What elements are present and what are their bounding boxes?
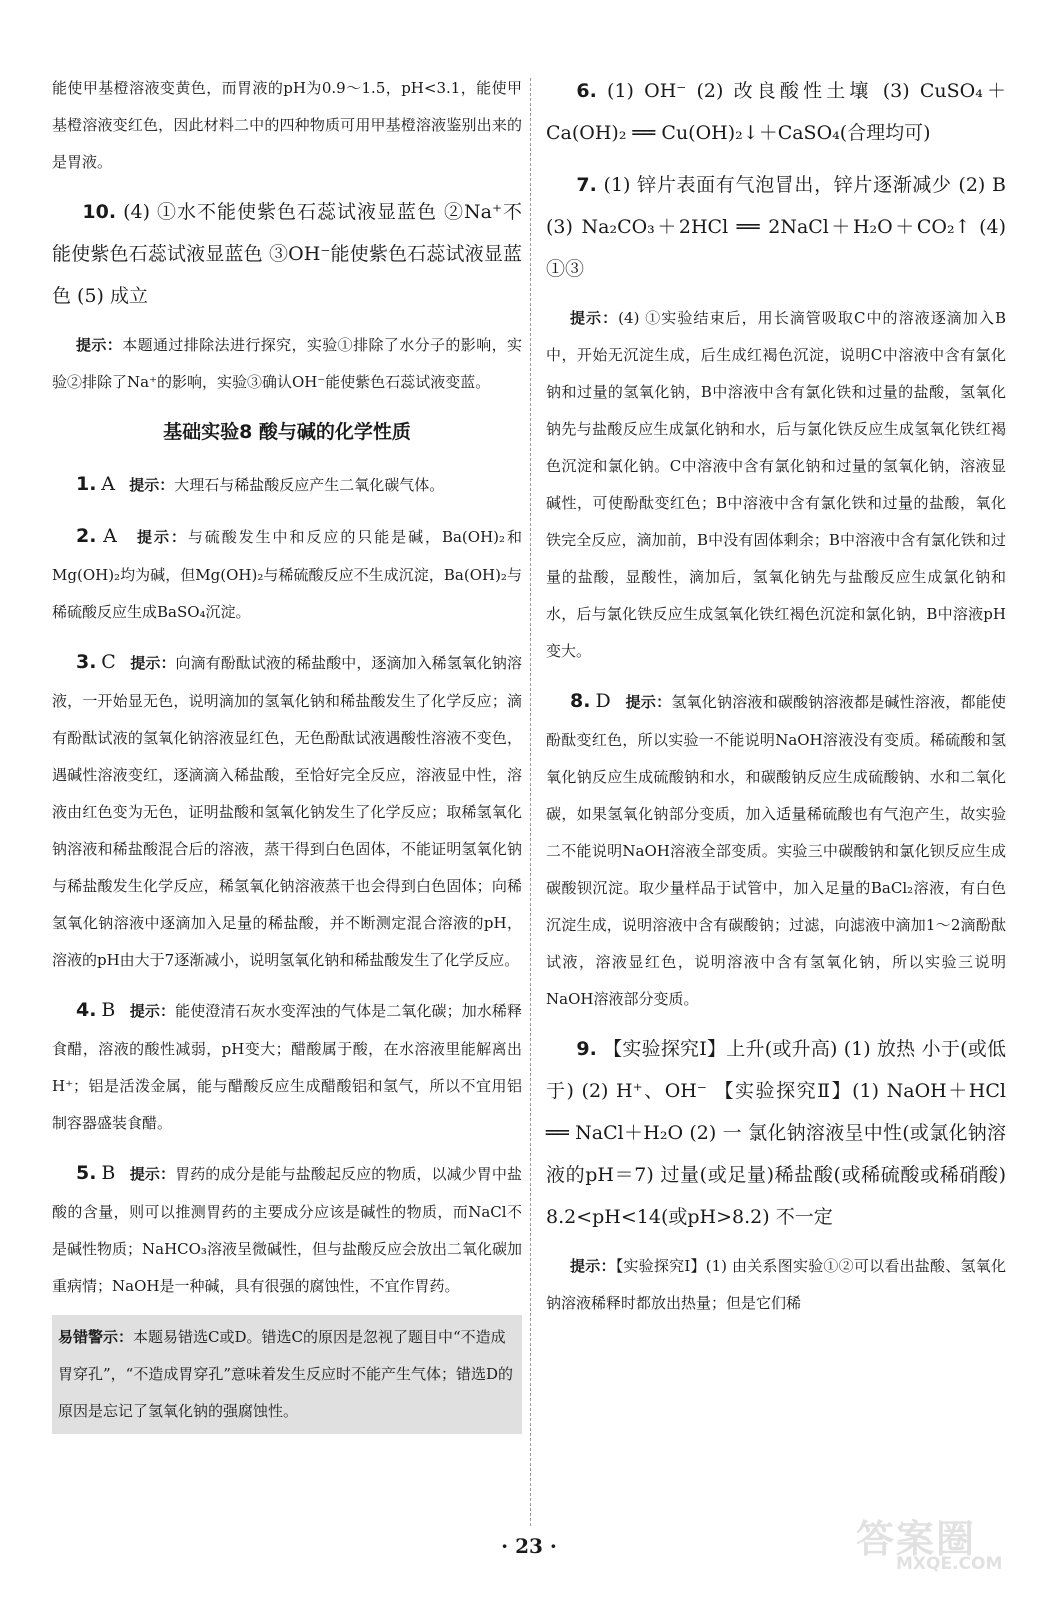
left-column <box>52 70 522 1434</box>
q1-answer: A <box>101 473 115 495</box>
warning-text: 本题易错选C或D。错选C的原因是忽视了题目中“不造成胃穿孔”，“不造成胃穿孔”意味着发生反应时不能产生气体；错选D的原因是忘记了氢氧化钠的强腐蚀性。 <box>58 1328 514 1420</box>
q5-hint-label: 提示： <box>129 1165 176 1183</box>
q6-number: 6. <box>576 80 597 102</box>
q9-answer <box>546 1028 1006 1238</box>
q9-hint-label: 提示： <box>570 1257 616 1275</box>
q2-answer: A <box>103 525 117 547</box>
q4-hint-text: 能使澄清石灰水变浑浊的气体是二氧化碳；加水稀释食醋，溶液的酸性减弱，pH变大；醋酸属于酸，在水溶液里能解离出H⁺；铝是活泼金属，能与醋酸反应生成醋酸铝和氢气，所以不宜用铝制容器盛装食醋。 <box>52 1002 522 1132</box>
q9-number: 9. <box>576 1038 597 1060</box>
right-column <box>546 70 1006 1332</box>
q10-answer-text: (4) ①水不能使紫色石蕊试液显蓝色 ②Na⁺不能使紫色石蕊试液显蓝色 ③OH⁻能使紫色石蕊试液显蓝色 (5) 成立 <box>52 201 522 307</box>
q10-answer <box>52 191 522 317</box>
q7-hint-label: 提示： <box>570 309 619 327</box>
watermark-text: 答案圈 <box>856 1517 977 1561</box>
warning-label: 易错警示： <box>58 1328 134 1346</box>
q3-number: 3. <box>76 651 97 673</box>
q4-answer: B <box>101 999 116 1021</box>
q8-answer: D <box>595 690 611 712</box>
q9-answer-text: 【实验探究Ⅰ】上升(或升高) (1) 放热 小于(或低于) (2) H⁺、OH⁻ 【实验探究Ⅱ】(1) NaOH＋HCl ══ NaCl＋H₂O (2) 一 氯化钠溶液呈中性(或氯化钠溶液的pH＝7) 过量(或足量)稀盐酸(或稀硫酸或稀硝酸) 8.2<pH<14(或pH>8.2) 不一定 <box>546 1038 1006 1228</box>
q9-hint-text: 【实验探究Ⅰ】(1) 由关系图实验①②可以看出盐酸、氢氧化钠溶液稀释时都放出热量；但是它们稀 <box>546 1257 1006 1312</box>
q6-answer: (1) OH⁻ (2) 改良酸性土壤 (3) CuSO₄＋Ca(OH)₂ ══ Cu(OH)₂↓＋CaSO₄(合理均可) <box>546 80 1006 144</box>
q10-hint-label: 提示： <box>76 336 123 354</box>
q4 <box>52 989 522 1142</box>
q5-number: 5. <box>76 1162 97 1184</box>
q4-hint-label: 提示： <box>129 1002 176 1020</box>
intro-text: 能使甲基橙溶液变黄色，而胃液的pH为0.9～1.5，pH<3.1，能使甲基橙溶液变红色，因此材料二中的四种物质可用甲基橙溶液鉴别出来的是胃液。 <box>52 79 522 171</box>
q1 <box>52 463 522 505</box>
page-number: · 23 · <box>501 1534 557 1558</box>
column-divider <box>530 78 531 1526</box>
q8-hint-label: 提示： <box>625 693 672 711</box>
q4-number: 4. <box>76 999 97 1021</box>
q7-answer <box>546 164 1006 290</box>
q10-hint <box>52 327 522 401</box>
q2-number: 2. <box>76 525 97 547</box>
q1-number: 1. <box>76 473 97 495</box>
q2 <box>52 515 522 631</box>
q8-number: 8. <box>570 690 591 712</box>
q2-hint-label: 提示： <box>137 528 188 546</box>
q8 <box>546 680 1006 1018</box>
q7-number: 7. <box>576 174 597 196</box>
q3-hint-text: 向滴有酚酞试液的稀盐酸中，逐滴加入稀氢氧化钠溶液，一开始显无色，说明滴加的氢氧化钠和稀盐酸发生了化学反应；滴有酚酞试液的氢氧化钠溶液显红色，无色酚酞试液遇酸性溶液不变色，遇碱性溶液变红，逐滴滴入稀盐酸，至恰好完全反应，溶液显中性，溶液由红色变为无色，证明盐酸和氢氧化钠发生了化学反应；取稀氢氧化钠溶液和稀盐酸混合后的溶液，蒸干得到白色固体，不能证明氢氧化钠与稀盐酸发生化学反应，稀氢氧化钠溶液蒸干也会得到白色固体；向稀氢氧化钠溶液中逐滴加入足量的稀盐酸，并不断测定混合溶液的pH，溶液的pH由大于7逐渐减小，说明氢氧化钠和稀盐酸发生了化学反应。 <box>52 654 522 969</box>
q1-hint-text: 大理石与稀盐酸反应产生二氧化碳气体。 <box>174 476 445 494</box>
q10-number: 10. <box>82 201 117 223</box>
q3-answer: C <box>101 651 116 673</box>
q9-hint <box>546 1248 1006 1322</box>
q3 <box>52 641 522 979</box>
q10-hint-text: 本题通过排除法进行探究，实验①排除了水分子的影响，实验②排除了Na⁺的影响，实验③确认OH⁻能使紫色石蕊试液变蓝。 <box>52 336 522 391</box>
section-title: 基础实验8 酸与碱的化学性质 <box>163 421 411 443</box>
q7-answer-text: (1) 锌片表面有气泡冒出，锌片逐渐减少 (2) B (3) Na₂CO₃＋2HCl ══ 2NaCl＋H₂O＋CO₂↑ (4) ①③ <box>546 174 1006 280</box>
q7-hint-text: (4) ①实验结束后，用长滴管吸取C中的溶液逐滴加入B中，开始无沉淀生成，后生成红褐色沉淀，说明C中溶液中含有氯化钠和过量的氢氧化钠，B中溶液中含有氯化铁和过量的盐酸，氢氧化钠先与盐酸反应生成氯化钠和水，后与氯化铁反应生成氢氧化铁红褐色沉淀和氯化钠。C中溶液中含有氯化钠和过量的氢氧化钠，溶液显碱性，可使酚酞变红色；B中溶液中含有氯化铁和过量的盐酸，氧化铁完全反应，滴加前，B中没有固体剩余；B中溶液中含有氯化铁和过量的盐酸，显酸性，滴加后，氢氧化钠先与盐酸反应生成氯化钠和水，后与氯化铁反应生成氢氧化铁红褐色沉淀和氯化钠，B中溶液pH变大。 <box>546 309 1006 660</box>
q5 <box>52 1152 522 1305</box>
q8-hint-text: 氢氧化钠溶液和碳酸钠溶液都是碱性溶液，都能使酚酞变红色，所以实验一不能说明NaOH溶液没有变质。稀硫酸和氢氧化钠反应生成硫酸钠和水，和碳酸钠反应生成硫酸钠、水和二氧化碳，如果氢氧化钠部分变质，加入适量稀硫酸也有气泡产生，故实验二不能说明NaOH溶液全部变质。实验三中碳酸钠和氯化钡反应生成碳酸钡沉淀。取少量样品于试管中，加入足量的BaCl₂溶液，有白色沉淀生成，说明溶液中含有碳酸钠；过滤，向滤液中滴加1～2滴酚酞试液，溶液显红色，说明溶液中含有氢氧化钠，所以实验三说明NaOH溶液部分变质。 <box>546 693 1006 1008</box>
q5-hint-text: 胃药的成分是能与盐酸起反应的物质，以减少胃中盐酸的含量，则可以推测胃药的主要成分应该是碱性的物质，而NaCl不是碱性物质；NaHCO₃溶液呈微碱性，但与盐酸反应会放出二氧化碳加重病情；NaOH是一种碱，具有很强的腐蚀性，不宜作胃药。 <box>52 1165 522 1295</box>
q1-hint-label: 提示： <box>129 476 175 494</box>
error-warning-box <box>52 1315 522 1434</box>
watermark-logo <box>856 1508 1026 1578</box>
q5-answer: B <box>101 1162 116 1184</box>
q2-hint-text: 与硫酸发生中和反应的只能是碱，Ba(OH)₂和Mg(OH)₂均为碱，但Mg(OH)₂与稀硫酸反应不生成沉淀，Ba(OH)₂与稀硫酸反应生成BaSO₄沉淀。 <box>52 528 522 621</box>
q7-hint <box>546 300 1006 670</box>
watermark-url: MXQE.COM <box>896 1554 1003 1574</box>
q6 <box>546 70 1006 154</box>
q3-hint-label: 提示： <box>130 654 176 672</box>
